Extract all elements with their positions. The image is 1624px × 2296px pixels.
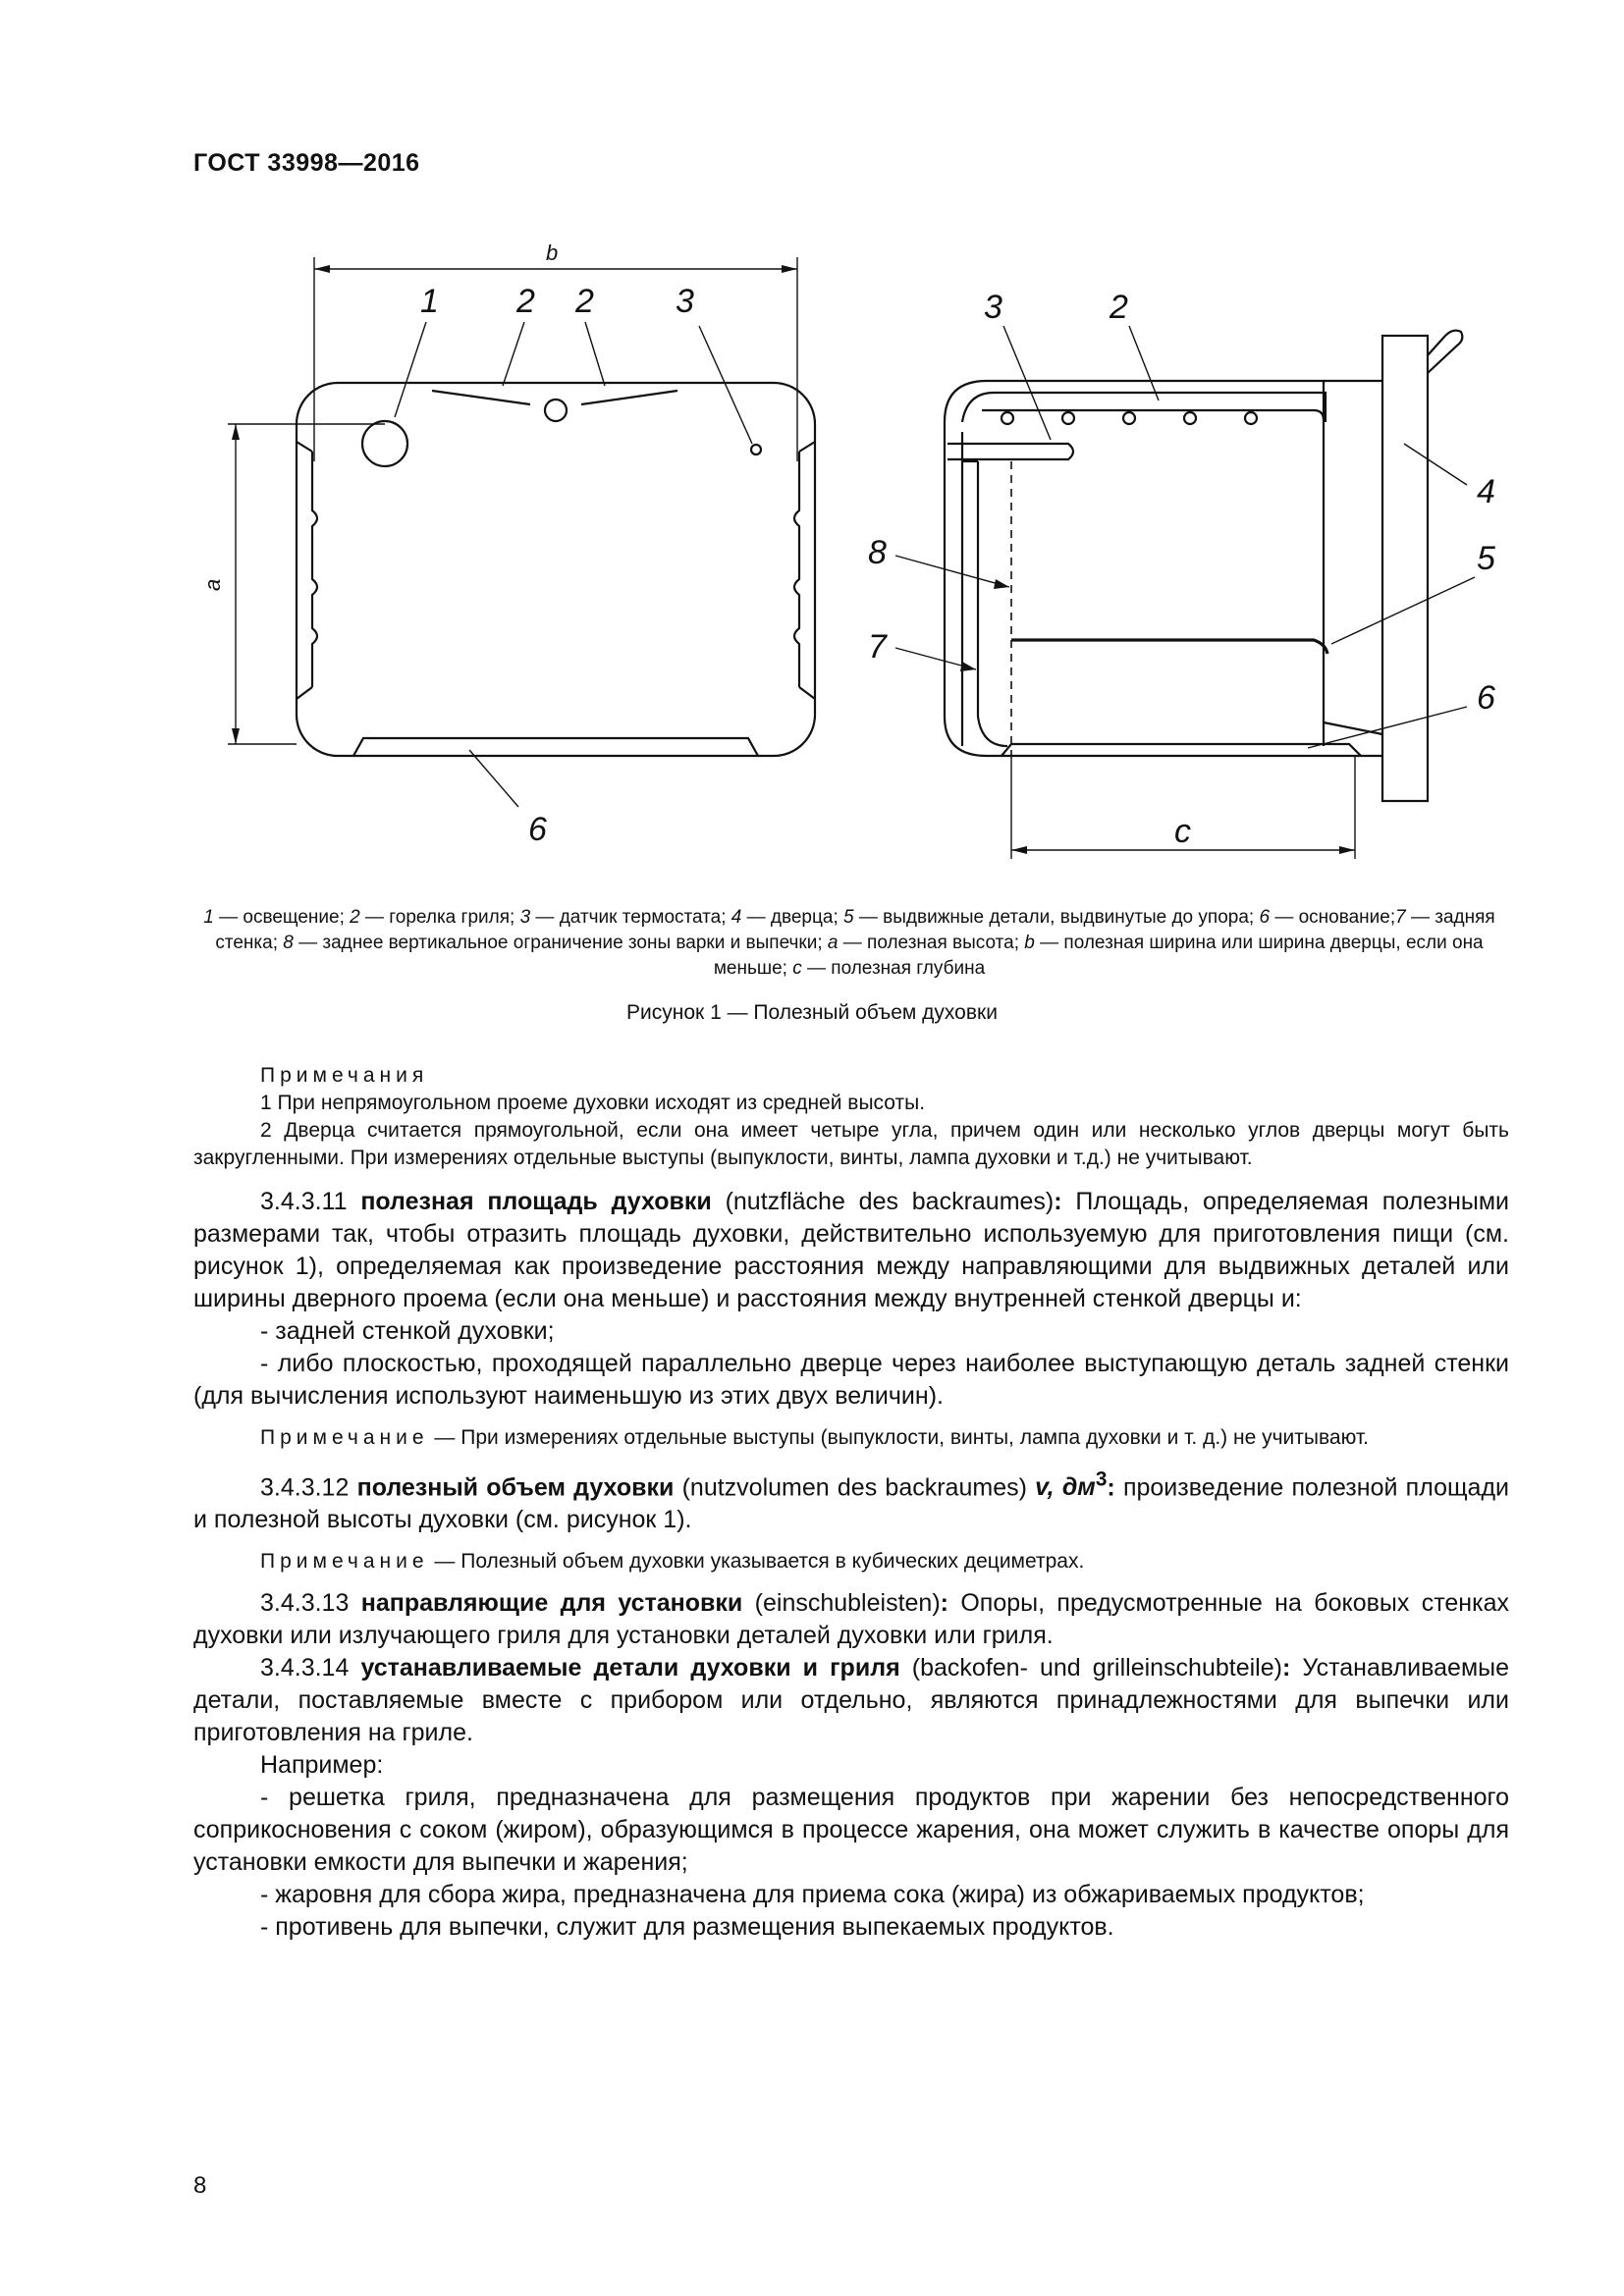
oven-side-outline [945, 381, 1382, 756]
note-2: 2 Дверца считается прямоугольной, если она имеет четыре угла, причем один или несколько углов дверцы могут быть закругленными. При измерениях отдельные выступы (выпуклости, винты, лампа духовки и т.д.) не учитывают. [193, 1119, 1509, 1169]
list-item: - жаровня для сбора жира, предназначена для приема сока (жира) из обжариваемых продуктов; [260, 1881, 1365, 1909]
term-german: (nutzfläche des backraumes) [725, 1188, 1055, 1215]
legend-num: 7 [1395, 907, 1406, 928]
base-front [353, 738, 758, 756]
definition-text: произведение полезной площади и полезной высоты духовки (см. рисунок 1). [193, 1473, 1510, 1534]
label-8: 8 [868, 534, 887, 571]
label-3b: 3 [984, 289, 1002, 326]
legend-num: b [1024, 933, 1035, 953]
label-2a: 2 [516, 283, 535, 320]
legend-text: — выдвижные детали, выдвинутые до упора; [853, 907, 1260, 928]
note-text: — При измерениях отдельные выступы (выпуклости, винты, лампа духовки и т. д.) не учитывают. [428, 1426, 1370, 1449]
legend-text: — дверца; [741, 907, 844, 928]
term-colon: : [940, 1589, 948, 1618]
list-item: - либо плоскостью, проходящей параллельно дверце через наиболее выступающую деталь задней стенки (для вычисления используют наименьшую из этих двух величин). [193, 1350, 1509, 1410]
legend-num: 6 [1259, 907, 1271, 928]
section-number: 3.4.3.12 [260, 1473, 350, 1502]
label-2c: 2 [1110, 289, 1128, 326]
term-german: (nutzvolumen des backraumes) [681, 1473, 1027, 1502]
term-german: (einschubleisten) [754, 1589, 941, 1618]
lamp-circle [362, 421, 407, 466]
figure-legend [187, 905, 1512, 982]
legend-num: 2 [350, 907, 360, 928]
figure-caption: Рисунок 1 — Полезный объем духовки [626, 1001, 998, 1024]
legend-num: 8 [283, 933, 294, 953]
legend-num: 4 [731, 907, 742, 928]
section-number: 3.4.3.14 [260, 1654, 350, 1682]
term: полезная площадь духовки [360, 1188, 712, 1215]
label-5: 5 [1477, 540, 1495, 577]
legend-text: — датчик термостата; [530, 907, 731, 928]
list-item: - противень для выпечки, служит для размещения выпекаемых продуктов. [260, 1913, 1114, 1942]
term-colon: : [1107, 1473, 1115, 1502]
section-number: 3.4.3.11 [260, 1188, 348, 1215]
note-s12 [193, 1548, 1509, 1575]
label-6a: 6 [528, 811, 547, 848]
label-1: 1 [420, 283, 439, 320]
figure-oven-volume [0, 0, 1624, 883]
legend-num: 1 [203, 907, 214, 928]
definition-text: Устанавливаемые детали, поставляемые вместе с прибором или отдельно, являются принадлежностями для выпечки или приготовления на гриле. [193, 1654, 1510, 1747]
note-title: Примечание [260, 1426, 429, 1449]
document-body [193, 1062, 1509, 1944]
legend-text: — полезная ширина или ширина дверцы, если она меньше; [713, 933, 1484, 979]
definition-text: Площадь, определяемая полезными размерами так, чтобы отразить площадь духовки, действительно используемую для приготовления пищи (см. рисунок 1), определяемая как произведение расстояния между направляющими для выдвижных деталей или ширины дверного проема (если она меньше) и расстояния между внутренней стенкой дверцы и: [193, 1188, 1509, 1312]
section-3-4-3-11 [193, 1186, 1509, 1315]
term-symbol: v, дм [1035, 1473, 1096, 1502]
label-6b: 6 [1477, 679, 1495, 717]
note-1: 1 При непрямоугольном проеме духовки исходят из средней высоты. [260, 1092, 926, 1114]
example-label: Например: [260, 1751, 384, 1780]
list-item: - задней стенкой духовки; [260, 1317, 555, 1345]
term-colon: : [1281, 1654, 1291, 1682]
label-3a: 3 [676, 283, 694, 320]
note-title: Примечание [260, 1550, 429, 1574]
oven-diagram [0, 0, 1624, 883]
list-item: - решетка гриля, предназначена для размещения продуктов при жарении без непосредственного соприкосновения с соком (жиром), образующимся в процессе жарения, она может служить в качестве опоры для установки емкости для выпечки и жарения; [193, 1784, 1509, 1877]
legend-num: c [792, 958, 802, 979]
label-c: c [1174, 813, 1191, 850]
legend-num: a [827, 933, 839, 953]
section-3-4-3-12 [193, 1464, 1509, 1536]
legend-text: — полезная глубина [801, 958, 986, 979]
term: полезный объем духовки [356, 1473, 675, 1502]
legend-text: — задняя стенка; [215, 907, 1495, 953]
legend-text: — освещение; [213, 907, 351, 928]
term-german: (backofen- und grilleinschubteile) [911, 1654, 1282, 1682]
term-symbol-sup: 3 [1095, 1468, 1108, 1491]
label-2b: 2 [575, 283, 594, 320]
label-4: 4 [1477, 473, 1495, 510]
legend-text: — основание; [1270, 907, 1396, 928]
note-s11 [193, 1424, 1509, 1452]
legend-text: — полезная высота; [838, 933, 1025, 953]
label-b: b [546, 240, 559, 265]
label-a: a [200, 578, 225, 591]
document-header: ГОСТ 33998—2016 [193, 149, 420, 177]
oven-door [1382, 336, 1428, 801]
notes-title: Примечания [260, 1064, 429, 1087]
definition-text: Опоры, предусмотренные на боковых стенках духовки или излучающего гриля для установки деталей духовки или гриля. [193, 1589, 1509, 1650]
legend-text: — горелка гриля; [359, 907, 520, 928]
notes-block [193, 1062, 1509, 1172]
term: устанавливаемые детали духовки и гриля [360, 1654, 900, 1682]
label-7: 7 [868, 628, 887, 666]
section-number: 3.4.3.13 [260, 1589, 350, 1618]
term-colon: : [1054, 1188, 1062, 1215]
shelf-extended [1011, 640, 1327, 654]
section-3-4-3-14 [193, 1652, 1509, 1749]
section-3-4-3-13 [193, 1587, 1509, 1652]
term: направляющие для установки [360, 1589, 743, 1618]
note-text: — Полезный объем духовки указывается в кубических дециметрах. [428, 1550, 1085, 1574]
oven-front-outline [297, 383, 815, 756]
page-number: 8 [193, 2172, 207, 2199]
legend-text: — заднее вертикальное ограничение зоны варки и выпечки; [293, 933, 828, 953]
legend-num: 3 [519, 907, 531, 928]
legend-num: 5 [843, 907, 854, 928]
